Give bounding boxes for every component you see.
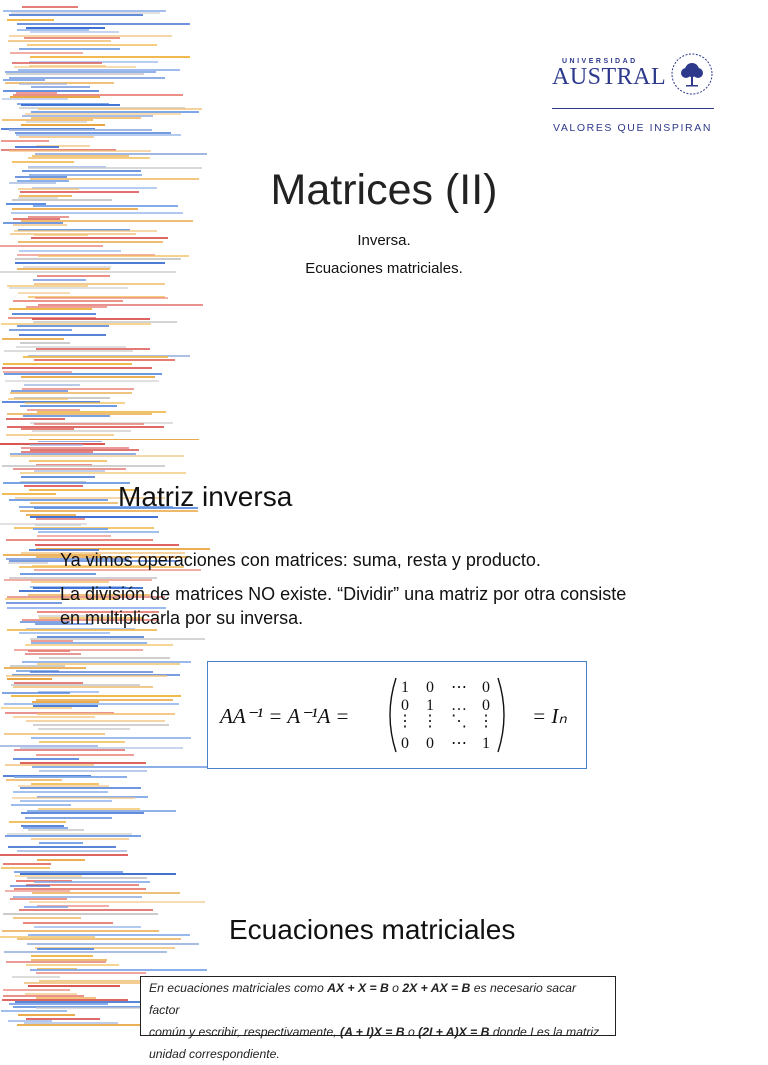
stripe-line bbox=[21, 124, 105, 126]
stripe-line bbox=[38, 531, 159, 533]
stripe-line bbox=[38, 108, 202, 110]
stripe-line bbox=[20, 800, 112, 802]
stripe-line bbox=[12, 62, 102, 64]
slide2-heading: Matriz inversa bbox=[118, 481, 293, 512]
stripe-line bbox=[33, 279, 86, 281]
stripe-line bbox=[20, 573, 96, 575]
stripe-line bbox=[14, 66, 136, 68]
stripe-line bbox=[9, 150, 151, 152]
stripe-line bbox=[20, 405, 117, 407]
stripe-line bbox=[24, 485, 83, 487]
stripe-line bbox=[4, 733, 105, 735]
stripe-line bbox=[2, 930, 159, 932]
matrix-cell: ⋯ bbox=[451, 735, 467, 752]
stripe-line bbox=[20, 472, 186, 474]
stripe-line bbox=[13, 917, 81, 919]
stripe-line bbox=[18, 292, 70, 294]
stripe-line bbox=[26, 964, 119, 966]
stripe-line bbox=[13, 791, 108, 793]
note-line-1: En ecuaciones matriciales como AX + X = B o 2X + AX = B es necesario sacar factor bbox=[149, 981, 577, 1017]
matrix-equations-note bbox=[140, 976, 616, 1061]
stripe-line bbox=[31, 86, 90, 88]
stripe-line bbox=[13, 758, 79, 760]
stripe-line bbox=[30, 671, 153, 673]
stripe-line bbox=[27, 943, 199, 945]
stripe-line bbox=[3, 363, 132, 365]
stripe-line bbox=[8, 398, 68, 400]
matrix-cell: 0 bbox=[482, 679, 490, 696]
stripe-line bbox=[2, 493, 56, 495]
stripe-line bbox=[24, 37, 120, 39]
stripe-line bbox=[5, 380, 159, 382]
stripe-line bbox=[6, 961, 106, 963]
stripe-line bbox=[10, 453, 136, 455]
stripe-line bbox=[19, 83, 67, 85]
stripe-line bbox=[27, 877, 147, 879]
matrix-cell: 0 bbox=[426, 679, 434, 696]
stripe-line bbox=[25, 644, 173, 646]
stripe-line bbox=[9, 499, 108, 501]
stripe-line bbox=[37, 713, 175, 715]
stripe-line bbox=[31, 955, 93, 957]
stripe-line bbox=[4, 579, 152, 581]
stripe-line bbox=[20, 787, 141, 789]
stripe-line bbox=[17, 938, 181, 940]
stripe-line bbox=[2, 692, 70, 694]
stripe-line bbox=[32, 892, 180, 894]
stripe-line bbox=[5, 890, 70, 892]
stripe-line bbox=[3, 989, 70, 991]
stripe-line bbox=[7, 678, 52, 680]
formula-rhs: = Iₙ bbox=[532, 704, 567, 728]
stripe-line bbox=[25, 113, 181, 115]
stripe-line bbox=[35, 524, 81, 526]
stripe-line bbox=[8, 846, 116, 848]
stripe-line bbox=[37, 535, 111, 537]
stripe-line bbox=[4, 373, 162, 375]
stripe-line bbox=[36, 754, 134, 756]
stripe-line bbox=[12, 797, 135, 799]
stripe-line bbox=[11, 695, 181, 697]
stripe-line bbox=[33, 705, 98, 707]
stripe-line bbox=[26, 720, 165, 722]
stripe-line bbox=[6, 675, 167, 677]
stripe-line bbox=[12, 976, 60, 978]
stripe-line bbox=[27, 44, 157, 46]
stripe-line bbox=[38, 255, 189, 257]
stripe-line bbox=[14, 749, 125, 751]
stripe-line bbox=[10, 392, 132, 394]
stripe-line bbox=[39, 842, 83, 844]
stripe-line bbox=[20, 342, 70, 344]
stripe-line bbox=[9, 1003, 108, 1005]
stripe-line bbox=[6, 418, 65, 420]
stripe-line bbox=[9, 14, 143, 16]
stripe-line bbox=[9, 129, 152, 131]
stripe-line bbox=[18, 785, 109, 787]
stripe-line bbox=[20, 873, 176, 875]
stripe-line bbox=[6, 602, 62, 604]
stripe-line bbox=[13, 300, 123, 302]
matrix-cell: 0 bbox=[482, 697, 490, 714]
stripe-line bbox=[32, 430, 131, 432]
stripe-line bbox=[2, 465, 165, 467]
stripe-line bbox=[27, 810, 176, 812]
slide-divider bbox=[0, 440, 768, 441]
stripe-line bbox=[19, 632, 110, 634]
stripe-line bbox=[19, 48, 120, 50]
stripe-line bbox=[39, 657, 170, 659]
stripe-line bbox=[3, 222, 63, 224]
stripe-line bbox=[36, 348, 150, 350]
stripe-line bbox=[24, 906, 68, 908]
stripe-line bbox=[34, 926, 141, 928]
slide2-line-3: en multiplicarla por su inversa. bbox=[60, 608, 304, 628]
slide1-line-inversa: Inversa. bbox=[357, 232, 411, 249]
stripe-line bbox=[23, 415, 110, 417]
stripe-line bbox=[6, 434, 114, 436]
stripe-line bbox=[4, 951, 167, 953]
stripe-line bbox=[21, 476, 95, 478]
logo-university-label: UNIVERSIDAD bbox=[562, 58, 638, 65]
note-line-3: unidad correspondiente. bbox=[149, 1047, 280, 1061]
stripe-line bbox=[24, 384, 80, 386]
stripe-line bbox=[3, 863, 51, 865]
stripe-line bbox=[36, 518, 85, 520]
stripe-line bbox=[38, 728, 130, 730]
stripe-line bbox=[31, 117, 141, 119]
stripe-line bbox=[31, 838, 129, 840]
stripe-line bbox=[23, 356, 168, 358]
stripe-line bbox=[2, 999, 128, 1001]
stripe-line bbox=[23, 922, 113, 924]
stripe-line bbox=[30, 449, 139, 451]
stripe-line bbox=[0, 854, 128, 856]
stripe-line bbox=[1, 140, 49, 142]
slide2-line-1: Ya vimos operaciones con matrices: suma, resta y producto. bbox=[60, 550, 541, 570]
stripe-line bbox=[8, 1020, 52, 1022]
stripe-line bbox=[8, 40, 111, 42]
stripe-line bbox=[34, 470, 105, 472]
stripe-line bbox=[21, 104, 120, 106]
stripe-line bbox=[19, 334, 106, 336]
stripe-line bbox=[37, 663, 180, 665]
stripe-line bbox=[19, 250, 121, 252]
stripe-line bbox=[31, 737, 191, 739]
stripe-line bbox=[28, 157, 150, 159]
stripe-line bbox=[30, 444, 83, 446]
slide3-heading: Ecuaciones matriciales bbox=[229, 914, 516, 945]
stripe-line bbox=[2, 367, 152, 369]
stripe-line bbox=[1, 867, 50, 869]
matrix-cell: … bbox=[451, 697, 467, 714]
stripe-line bbox=[8, 562, 48, 564]
stripe-line bbox=[34, 423, 144, 425]
stripe-line bbox=[16, 134, 181, 136]
stripe-line bbox=[25, 653, 81, 655]
stripe-line bbox=[13, 218, 60, 220]
stripe-line bbox=[36, 972, 146, 974]
stripe-line bbox=[39, 770, 147, 772]
tree-seal-icon bbox=[670, 52, 714, 96]
stripe-line bbox=[4, 350, 133, 352]
stripe-line bbox=[32, 155, 129, 157]
stripe-line bbox=[13, 224, 67, 226]
inverse-formula bbox=[208, 662, 586, 768]
stripe-line bbox=[17, 29, 89, 31]
stripe-line bbox=[35, 544, 179, 546]
stripe-line bbox=[29, 901, 205, 903]
slide2-line-2: La división de matrices NO existe. “Dividir” una matriz por otra consiste bbox=[60, 584, 627, 604]
stripe-line bbox=[7, 629, 157, 631]
stripe-line bbox=[6, 779, 62, 781]
stripe-line bbox=[10, 885, 50, 887]
stripe-line bbox=[11, 804, 71, 806]
stripe-line bbox=[12, 313, 96, 315]
stripe-line bbox=[33, 724, 169, 726]
stripe-line bbox=[17, 23, 190, 25]
stripe-line bbox=[10, 52, 83, 54]
matrix-cell: 1 bbox=[426, 697, 434, 714]
stripe-line bbox=[35, 297, 168, 299]
matrix-cell: ⋮ bbox=[422, 713, 438, 730]
stripe-line bbox=[28, 985, 120, 987]
stripe-line bbox=[39, 741, 125, 743]
stripe-line bbox=[11, 12, 160, 14]
stripe-line bbox=[20, 747, 183, 749]
matrix-cell: 1 bbox=[401, 679, 409, 696]
stripe-line bbox=[30, 516, 158, 518]
stripe-line bbox=[1, 707, 72, 709]
matrix-cell: 1 bbox=[482, 735, 490, 752]
stripe-line bbox=[17, 1024, 150, 1026]
stripe-line bbox=[21, 428, 74, 430]
matrix-left-paren bbox=[390, 678, 396, 752]
slide1-title: Matrices (II) bbox=[270, 166, 498, 214]
stripe-line bbox=[25, 402, 125, 404]
stripe-line bbox=[1, 1010, 67, 1012]
universidad-austral-logo bbox=[552, 52, 714, 134]
stripe-line bbox=[29, 460, 107, 462]
logo-rule bbox=[552, 108, 714, 109]
stripe-line bbox=[3, 482, 130, 484]
stripe-line bbox=[30, 638, 205, 640]
stripe-line bbox=[26, 121, 87, 123]
stripe-line bbox=[19, 590, 60, 592]
formula-lhs: AA⁻¹ = A⁻¹A = bbox=[220, 704, 350, 728]
stripe-line bbox=[30, 56, 190, 58]
matrix-cell: 0 bbox=[401, 697, 409, 714]
stripe-line bbox=[5, 764, 94, 766]
stripe-line bbox=[15, 146, 59, 148]
note-line-2: común y escribir, respectivamente, (A + I)X = B o (2I + A)X = B donde I es la matriz bbox=[149, 1025, 600, 1039]
stripe-line bbox=[26, 306, 107, 308]
stripe-line bbox=[4, 667, 86, 669]
stripe-line bbox=[9, 287, 128, 289]
matrix-cell: ⋮ bbox=[478, 713, 494, 730]
stripe-line bbox=[25, 817, 112, 819]
stripe-line bbox=[23, 827, 68, 829]
stripe-line bbox=[32, 766, 210, 768]
stripe-line bbox=[7, 285, 88, 287]
stripe-line bbox=[3, 913, 158, 915]
matrix-right-paren bbox=[498, 678, 504, 752]
stripe-line bbox=[18, 1014, 75, 1016]
stripe-line bbox=[16, 92, 57, 94]
stripe-line bbox=[0, 936, 95, 938]
stripe-line bbox=[28, 650, 70, 652]
matrix-cell: ⋮ bbox=[397, 713, 413, 730]
stripe-line bbox=[5, 835, 141, 837]
stripe-line bbox=[13, 686, 153, 688]
stripe-line bbox=[1, 323, 151, 325]
logo-austral-wordmark: AUSTRAL bbox=[552, 64, 667, 90]
stripe-line bbox=[30, 31, 119, 33]
stripe-line bbox=[32, 701, 99, 703]
stripe-line bbox=[2, 98, 68, 100]
stripe-line bbox=[9, 308, 92, 310]
matrix-cell: 0 bbox=[426, 735, 434, 752]
identity-matrix bbox=[397, 679, 494, 752]
stripe-line bbox=[13, 716, 95, 718]
stripe-line bbox=[6, 539, 153, 541]
stripe-line bbox=[19, 909, 153, 911]
stripe-line bbox=[33, 528, 108, 530]
stripe-line bbox=[11, 684, 140, 686]
stripe-line bbox=[14, 776, 127, 778]
stripe-line bbox=[17, 850, 127, 852]
stripe-line bbox=[10, 96, 100, 98]
stripe-line bbox=[12, 161, 74, 163]
logo-motto: VALORES QUE INSPIRAN bbox=[553, 122, 713, 134]
matrix-cell: ⋱ bbox=[451, 713, 467, 730]
matrix-cell: 0 bbox=[401, 735, 409, 752]
stripe-line bbox=[11, 390, 68, 392]
stripe-line bbox=[37, 859, 85, 861]
stripe-line bbox=[6, 73, 144, 75]
stripe-line bbox=[2, 338, 64, 340]
stripe-line bbox=[28, 829, 84, 831]
stripe-line bbox=[10, 455, 184, 457]
inverse-formula-box bbox=[207, 661, 587, 769]
stripe-line bbox=[32, 318, 150, 320]
stripe-line bbox=[3, 79, 45, 81]
matrix-cell: ⋯ bbox=[451, 679, 467, 696]
stripe-line bbox=[30, 969, 207, 971]
stripe-line bbox=[10, 898, 67, 900]
stripe-line bbox=[37, 411, 166, 413]
stripe-line bbox=[5, 71, 156, 73]
stripe-line bbox=[30, 502, 118, 504]
stripe-line bbox=[19, 136, 94, 138]
stripe-line bbox=[21, 376, 155, 378]
stripe-line bbox=[9, 329, 72, 331]
stripe-line bbox=[22, 6, 78, 8]
stripe-line bbox=[34, 881, 150, 883]
stripe-line bbox=[21, 812, 144, 814]
stripe-line bbox=[17, 325, 109, 327]
stripe-line bbox=[7, 19, 54, 21]
stripe-line bbox=[37, 948, 94, 950]
stripe-line bbox=[31, 642, 147, 644]
stripe-line bbox=[3, 995, 84, 997]
stripe-line bbox=[9, 821, 66, 823]
stripe-line bbox=[34, 359, 175, 361]
slide1-line-ecuaciones: Ecuaciones matriciales. bbox=[305, 260, 463, 277]
